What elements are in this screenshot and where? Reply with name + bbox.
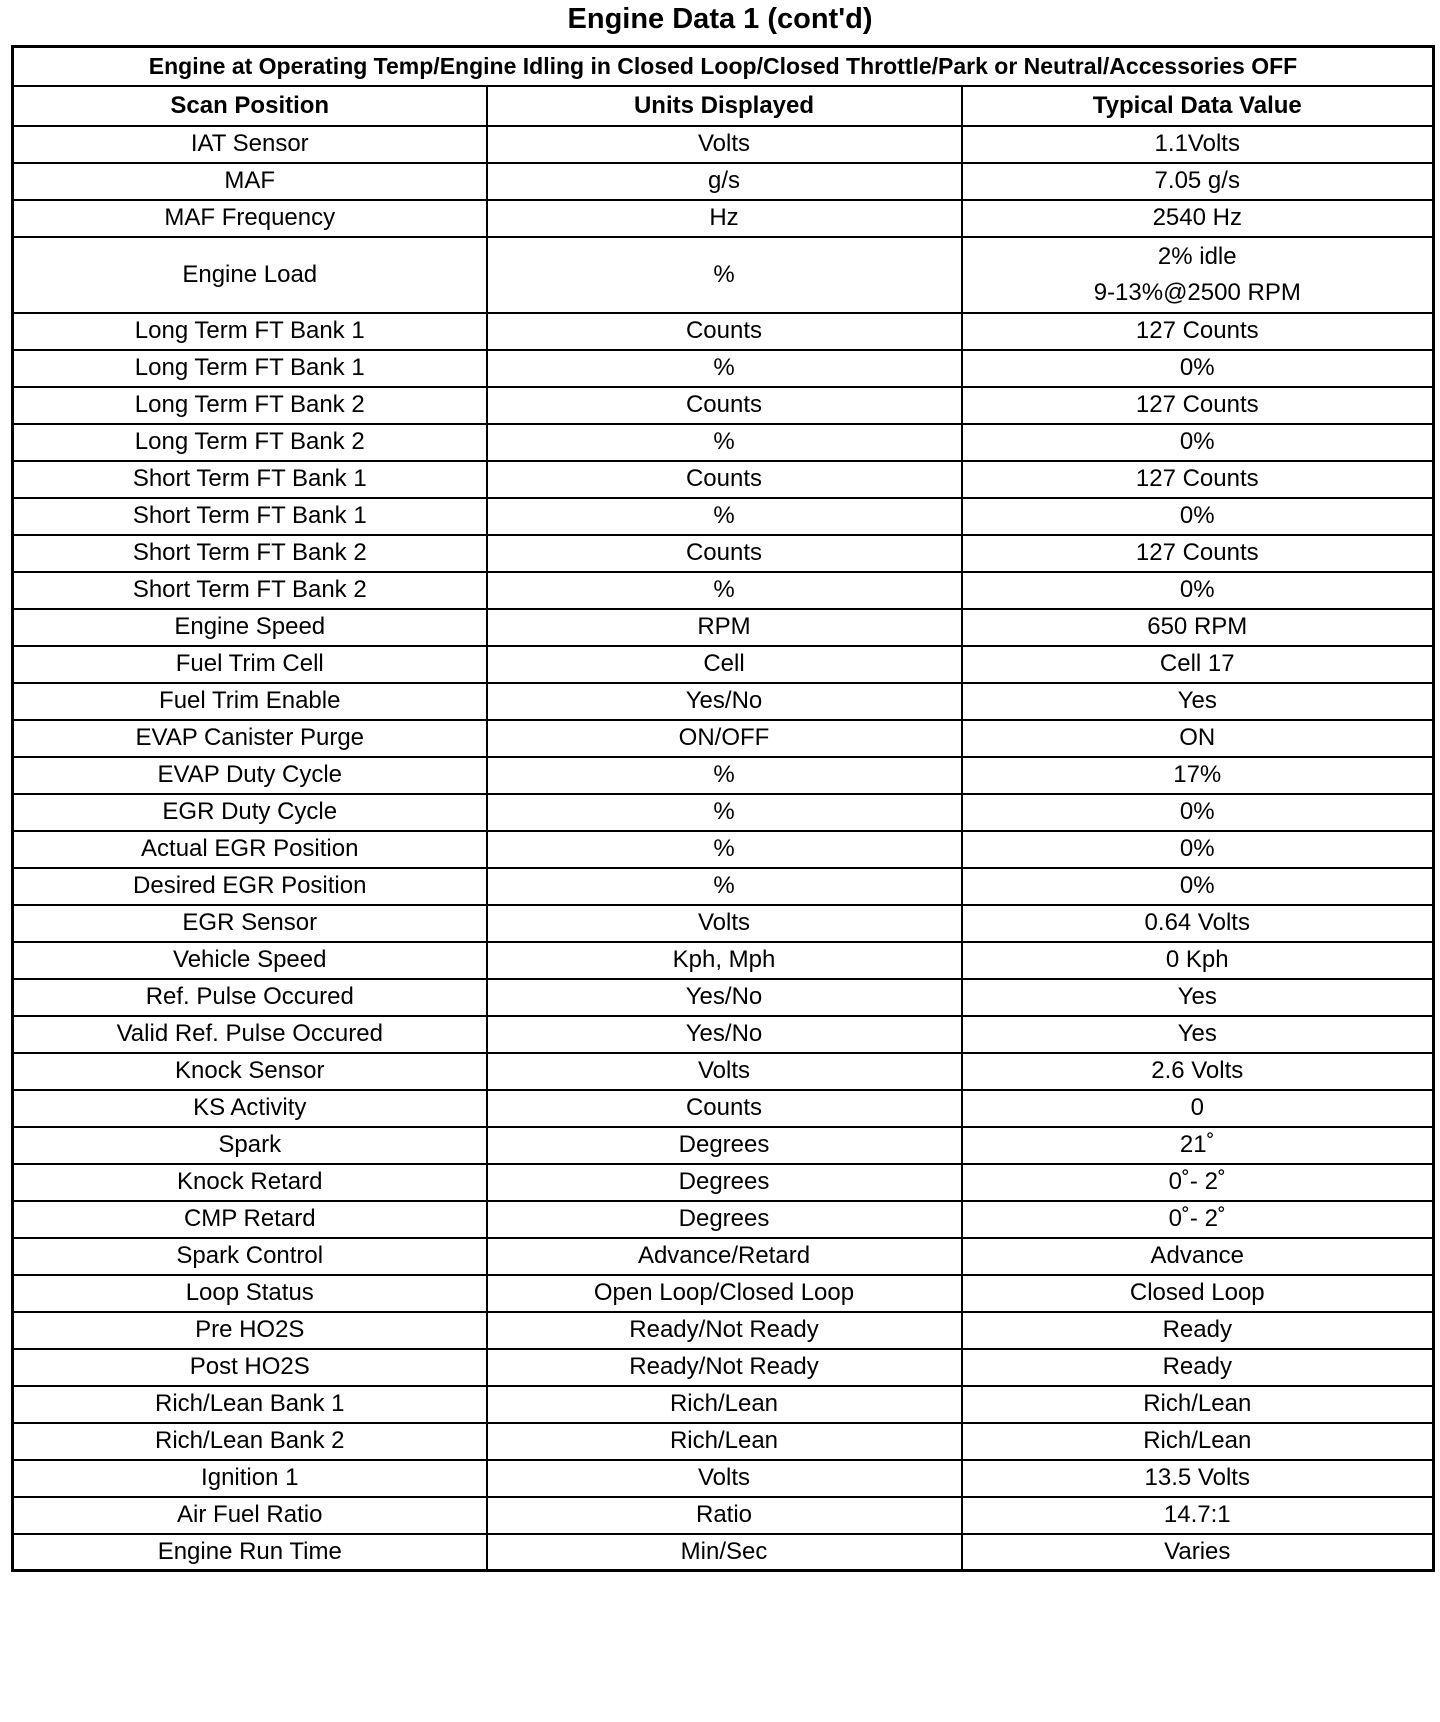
cell-scan-position: Air Fuel Ratio [13, 1497, 487, 1534]
cell-typical-data-value: ON [962, 720, 1434, 757]
cell-scan-position: Short Term FT Bank 1 [13, 461, 487, 498]
cell-scan-position: EGR Duty Cycle [13, 794, 487, 831]
cell-scan-position: Rich/Lean Bank 1 [13, 1386, 487, 1423]
cell-units-displayed: % [487, 794, 962, 831]
cell-scan-position: EVAP Duty Cycle [13, 757, 487, 794]
cell-units-displayed: Volts [487, 1460, 962, 1497]
cell-typical-data-value: Advance [962, 1238, 1434, 1275]
cell-typical-data-value: Closed Loop [962, 1275, 1434, 1312]
cell-typical-data-value: Rich/Lean [962, 1423, 1434, 1460]
cell-scan-position: Valid Ref. Pulse Occured [13, 1016, 487, 1053]
cell-scan-position: Ref. Pulse Occured [13, 979, 487, 1016]
cell-scan-position: Spark Control [13, 1238, 487, 1275]
cell-scan-position: Long Term FT Bank 1 [13, 313, 487, 350]
cell-typical-data-value: 0˚- 2˚ [962, 1201, 1434, 1238]
page-title: Engine Data 1 (cont'd) [567, 3, 873, 35]
table-row [13, 1127, 1434, 1164]
cell-typical-data-value: Ready [962, 1312, 1434, 1349]
cell-typical-data-value: 0% [962, 572, 1434, 609]
cell-scan-position: KS Activity [13, 1090, 487, 1127]
table-row [13, 757, 1434, 794]
cell-typical-data-value: 0˚- 2˚ [962, 1164, 1434, 1201]
condition-header: Engine at Operating Temp/Engine Idling in Closed Loop/Closed Throttle/Park or Neutral/Accessories OFF [13, 47, 1434, 86]
cell-typical-data-value: 0% [962, 794, 1434, 831]
cell-scan-position: Engine Load [13, 237, 487, 313]
cell-typical-data-value: 0% [962, 831, 1434, 868]
cell-scan-position: Desired EGR Position [13, 868, 487, 905]
table-row [13, 200, 1434, 237]
table-row [13, 1238, 1434, 1275]
cell-units-displayed: Counts [487, 313, 962, 350]
cell-units-displayed: g/s [487, 163, 962, 200]
cell-scan-position: Post HO2S [13, 1349, 487, 1386]
cell-typical-data-value: 1.1Volts [962, 126, 1434, 163]
cell-units-displayed: Counts [487, 461, 962, 498]
table-row [13, 942, 1434, 979]
cell-scan-position: Engine Run Time [13, 1534, 487, 1571]
cell-units-displayed: ON/OFF [487, 720, 962, 757]
table-row [13, 1423, 1434, 1460]
cell-scan-position: IAT Sensor [13, 126, 487, 163]
cell-units-displayed: Counts [487, 1090, 962, 1127]
cell-typical-data-value: 0% [962, 350, 1434, 387]
cell-units-displayed: RPM [487, 609, 962, 646]
table-row [13, 979, 1434, 1016]
column-header-units-displayed: Units Displayed [487, 86, 962, 126]
cell-scan-position: Long Term FT Bank 1 [13, 350, 487, 387]
table-row [13, 424, 1434, 461]
table-body [13, 126, 1434, 1571]
table-row [13, 868, 1434, 905]
cell-typical-data-value [962, 237, 1434, 313]
cell-typical-data-value: 0 Kph [962, 942, 1434, 979]
cell-typical-data-value: 0% [962, 498, 1434, 535]
cell-typical-data-value: 2540 Hz [962, 200, 1434, 237]
cell-units-displayed: Yes/No [487, 979, 962, 1016]
cell-units-displayed: Yes/No [487, 1016, 962, 1053]
table-row [13, 1349, 1434, 1386]
cell-typical-data-value: 17% [962, 757, 1434, 794]
table-row [13, 683, 1434, 720]
table-row [13, 572, 1434, 609]
table-row [13, 1312, 1434, 1349]
cell-typical-data-value: 21˚ [962, 1127, 1434, 1164]
table-row [13, 794, 1434, 831]
cell-scan-position: Short Term FT Bank 2 [13, 572, 487, 609]
cell-units-displayed: % [487, 350, 962, 387]
table-row [13, 1053, 1434, 1090]
table-row [13, 163, 1434, 200]
cell-scan-position: Knock Sensor [13, 1053, 487, 1090]
cell-units-displayed: Ready/Not Ready [487, 1349, 962, 1386]
table-row [13, 237, 1434, 313]
cell-units-displayed: Yes/No [487, 683, 962, 720]
cell-units-displayed: Advance/Retard [487, 1238, 962, 1275]
cell-scan-position: Spark [13, 1127, 487, 1164]
table-row [13, 126, 1434, 163]
cell-typical-data-value: 650 RPM [962, 609, 1434, 646]
column-header-row [13, 86, 1434, 126]
condition-row [13, 47, 1434, 86]
cell-units-displayed: % [487, 757, 962, 794]
cell-typical-data-value: 0% [962, 424, 1434, 461]
cell-scan-position: Long Term FT Bank 2 [13, 387, 487, 424]
cell-typical-data-value: 14.7:1 [962, 1497, 1434, 1534]
cell-units-displayed: Ratio [487, 1497, 962, 1534]
table-row [13, 535, 1434, 572]
table-row [13, 1201, 1434, 1238]
cell-typical-data-value: Yes [962, 979, 1434, 1016]
cell-units-displayed: Degrees [487, 1127, 962, 1164]
cell-typical-data-value: 0 [962, 1090, 1434, 1127]
cell-scan-position: Ignition 1 [13, 1460, 487, 1497]
column-header-scan-position: Scan Position [13, 86, 487, 126]
cell-scan-position: MAF [13, 163, 487, 200]
cell-typical-data-value: 127 Counts [962, 535, 1434, 572]
cell-typical-data-value: Cell 17 [962, 646, 1434, 683]
table-row [13, 646, 1434, 683]
table-row [13, 1497, 1434, 1534]
cell-typical-data-value: Rich/Lean [962, 1386, 1434, 1423]
cell-scan-position: CMP Retard [13, 1201, 487, 1238]
cell-typical-data-value: 0.64 Volts [962, 905, 1434, 942]
table-row [13, 461, 1434, 498]
cell-units-displayed: Ready/Not Ready [487, 1312, 962, 1349]
cell-units-displayed: Counts [487, 535, 962, 572]
cell-units-displayed: Kph, Mph [487, 942, 962, 979]
cell-scan-position: EVAP Canister Purge [13, 720, 487, 757]
cell-typical-data-value: 13.5 Volts [962, 1460, 1434, 1497]
cell-units-displayed: Rich/Lean [487, 1423, 962, 1460]
cell-units-displayed: Hz [487, 200, 962, 237]
cell-units-displayed: Open Loop/Closed Loop [487, 1275, 962, 1312]
cell-units-displayed: Volts [487, 1053, 962, 1090]
table-row [13, 831, 1434, 868]
cell-units-displayed: Counts [487, 387, 962, 424]
cell-typical-data-value: Yes [962, 1016, 1434, 1053]
cell-typical-data-value: 127 Counts [962, 387, 1434, 424]
table-row [13, 498, 1434, 535]
cell-units-displayed: % [487, 572, 962, 609]
cell-scan-position: Long Term FT Bank 2 [13, 424, 487, 461]
cell-scan-position: Vehicle Speed [13, 942, 487, 979]
cell-scan-position: Knock Retard [13, 1164, 487, 1201]
table-row [13, 1090, 1434, 1127]
cell-scan-position: Engine Speed [13, 609, 487, 646]
cell-units-displayed: Volts [487, 905, 962, 942]
cell-typical-data-value: Varies [962, 1534, 1434, 1571]
cell-typical-data-value: Ready [962, 1349, 1434, 1386]
cell-units-displayed: % [487, 498, 962, 535]
table-row [13, 387, 1434, 424]
table-row [13, 1386, 1434, 1423]
cell-scan-position: Pre HO2S [13, 1312, 487, 1349]
column-header-typical-data-value: Typical Data Value [962, 86, 1434, 126]
cell-scan-position: Loop Status [13, 1275, 487, 1312]
cell-typical-data-value: 127 Counts [962, 461, 1434, 498]
cell-scan-position: Short Term FT Bank 1 [13, 498, 487, 535]
cell-units-displayed: % [487, 237, 962, 313]
cell-units-displayed: % [487, 424, 962, 461]
table-row [13, 350, 1434, 387]
cell-scan-position: Short Term FT Bank 2 [13, 535, 487, 572]
cell-units-displayed: Degrees [487, 1164, 962, 1201]
table-row [13, 905, 1434, 942]
table-row [13, 1460, 1434, 1497]
cell-scan-position: Fuel Trim Cell [13, 646, 487, 683]
cell-scan-position: Rich/Lean Bank 2 [13, 1423, 487, 1460]
cell-units-displayed: Rich/Lean [487, 1386, 962, 1423]
cell-typical-data-value: Yes [962, 683, 1434, 720]
cell-units-displayed: Cell [487, 646, 962, 683]
cell-value-line: 9-13%@2500 RPM [1093, 278, 1301, 306]
cell-scan-position: Actual EGR Position [13, 831, 487, 868]
cell-scan-position: Fuel Trim Enable [13, 683, 487, 720]
cell-units-displayed: % [487, 868, 962, 905]
table-row [13, 1016, 1434, 1053]
cell-units-displayed: % [487, 831, 962, 868]
cell-units-displayed: Volts [487, 126, 962, 163]
cell-units-displayed: Degrees [487, 1201, 962, 1238]
cell-value-line: 2% idle [1157, 242, 1237, 270]
cell-typical-data-value: 7.05 g/s [962, 163, 1434, 200]
table-row [13, 1275, 1434, 1312]
cell-typical-data-value: 127 Counts [962, 313, 1434, 350]
table-row [13, 720, 1434, 757]
table-row [13, 313, 1434, 350]
engine-data-table [11, 45, 1435, 1572]
cell-typical-data-value: 2.6 Volts [962, 1053, 1434, 1090]
table-row [13, 609, 1434, 646]
cell-scan-position: EGR Sensor [13, 905, 487, 942]
table-row [13, 1164, 1434, 1201]
cell-typical-data-value: 0% [962, 868, 1434, 905]
cell-scan-position: MAF Frequency [13, 200, 487, 237]
cell-units-displayed: Min/Sec [487, 1534, 962, 1571]
table-row [13, 1534, 1434, 1571]
